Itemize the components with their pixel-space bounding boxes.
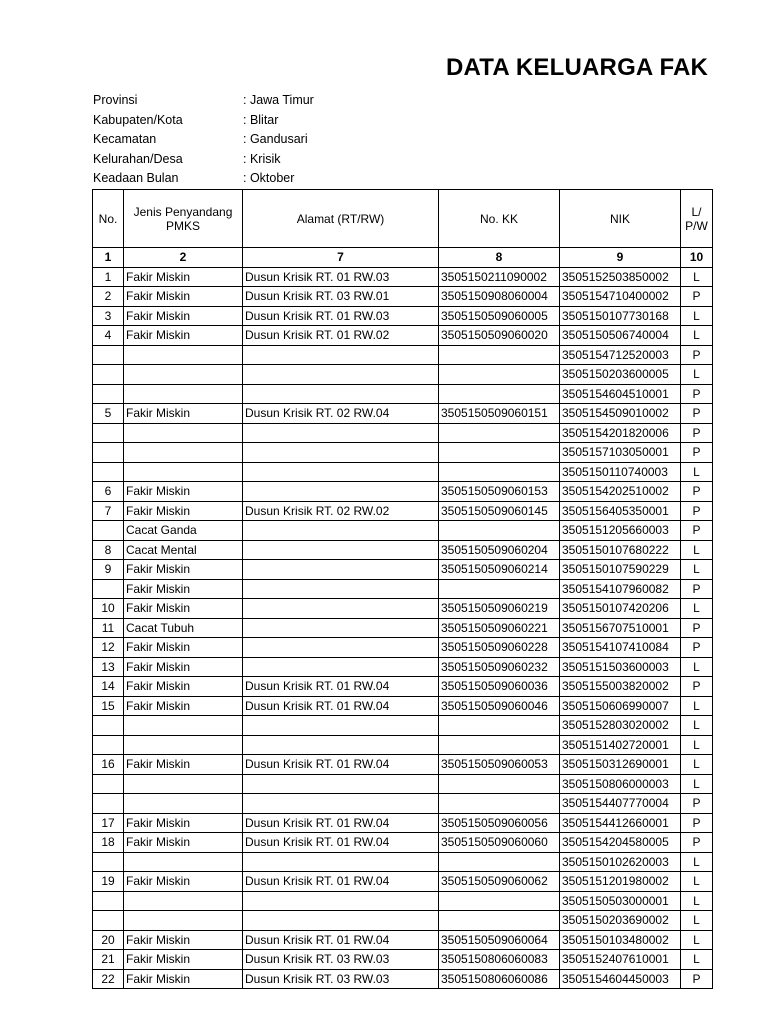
cell-pmks-type [124, 365, 243, 385]
cell-sex: L [681, 599, 713, 619]
table-row [93, 267, 713, 287]
cell-address [243, 911, 439, 931]
table-row [93, 969, 713, 989]
cell-address: Dusun Krisik RT. 01 RW.04 [243, 930, 439, 950]
cell-pmks-type [124, 423, 243, 443]
cell-no: 12 [93, 638, 124, 658]
cell-no: 22 [93, 969, 124, 989]
table-row [93, 521, 713, 541]
cell-sex: L [681, 560, 713, 580]
cell-kk-number: 3505150509060036 [439, 677, 560, 697]
cell-no [93, 794, 124, 814]
cell-no [93, 891, 124, 911]
cell-no: 2 [93, 287, 124, 307]
cell-no: 20 [93, 930, 124, 950]
cell-kk-number [439, 716, 560, 736]
table-row [93, 638, 713, 658]
cell-sex: L [681, 891, 713, 911]
table-row [93, 813, 713, 833]
table-row [93, 852, 713, 872]
cell-no [93, 774, 124, 794]
cell-pmks-type: Fakir Miskin [124, 969, 243, 989]
cell-no: 8 [93, 540, 124, 560]
meta-value: : Blitar [243, 112, 279, 127]
cell-sex: P [681, 638, 713, 658]
cell-nik: 3505152803020002 [560, 716, 681, 736]
table-row [93, 911, 713, 931]
table-row [93, 735, 713, 755]
cell-pmks-type: Fakir Miskin [124, 813, 243, 833]
cell-kk-number [439, 365, 560, 385]
cell-sex: L [681, 365, 713, 385]
cell-sex: P [681, 384, 713, 404]
cell-kk-number [439, 852, 560, 872]
meta-row [93, 91, 493, 111]
cell-pmks-type [124, 345, 243, 365]
cell-pmks-type: Fakir Miskin [124, 560, 243, 580]
cell-no [93, 345, 124, 365]
cell-nik: 3505154604510001 [560, 384, 681, 404]
cell-sex: P [681, 404, 713, 424]
table-row [93, 872, 713, 892]
table-row [93, 306, 713, 326]
cell-address: Dusun Krisik RT. 01 RW.04 [243, 677, 439, 697]
cell-address [243, 618, 439, 638]
cell-kk-number [439, 462, 560, 482]
meta-row [93, 169, 493, 189]
cell-nik: 3505150503000001 [560, 891, 681, 911]
cell-address [243, 462, 439, 482]
cell-sex: P [681, 521, 713, 541]
cell-kk-number: 3505150509060020 [439, 326, 560, 346]
cell-pmks-type: Fakir Miskin [124, 404, 243, 424]
cell-nik: 3505150107420206 [560, 599, 681, 619]
meta-value: : Krisik [243, 151, 281, 166]
cell-no [93, 384, 124, 404]
cell-no: 18 [93, 833, 124, 853]
cell-address: Dusun Krisik RT. 01 RW.04 [243, 872, 439, 892]
cell-sex: L [681, 716, 713, 736]
cell-kk-number: 3505150509060145 [439, 501, 560, 521]
cell-nik: 3505154107410084 [560, 638, 681, 658]
cell-no [93, 852, 124, 872]
cell-address: Dusun Krisik RT. 01 RW.02 [243, 326, 439, 346]
cell-kk-number [439, 774, 560, 794]
cell-pmks-type: Cacat Tubuh [124, 618, 243, 638]
cell-no [93, 716, 124, 736]
cell-kk-number: 3505150509060214 [439, 560, 560, 580]
cell-nik: 3505151201980002 [560, 872, 681, 892]
table-row [93, 345, 713, 365]
cell-pmks-type [124, 774, 243, 794]
cell-nik: 3505154509010002 [560, 404, 681, 424]
cell-kk-number: 3505150806060083 [439, 950, 560, 970]
column-number: 8 [439, 248, 560, 268]
cell-sex: L [681, 540, 713, 560]
cell-address [243, 716, 439, 736]
cell-nik: 3505150506740004 [560, 326, 681, 346]
cell-kk-number: 3505150509060151 [439, 404, 560, 424]
meta-label: Kelurahan/Desa [93, 151, 183, 166]
cell-pmks-type [124, 443, 243, 463]
cell-kk-number [439, 579, 560, 599]
meta-row [93, 111, 493, 131]
cell-pmks-type [124, 852, 243, 872]
cell-no [93, 462, 124, 482]
cell-address: Dusun Krisik RT. 01 RW.03 [243, 267, 439, 287]
page-title: DATA KELUARGA FAK [446, 54, 709, 81]
cell-nik: 3505157103050001 [560, 443, 681, 463]
cell-kk-number: 3505150806060086 [439, 969, 560, 989]
cell-sex: L [681, 930, 713, 950]
header-sex: L/ P/W [681, 190, 713, 248]
cell-kk-number: 3505150509060204 [439, 540, 560, 560]
cell-sex: L [681, 326, 713, 346]
cell-address [243, 482, 439, 502]
cell-pmks-type [124, 794, 243, 814]
cell-no: 9 [93, 560, 124, 580]
cell-sex: L [681, 774, 713, 794]
table-row [93, 774, 713, 794]
cell-address: Dusun Krisik RT. 01 RW.03 [243, 306, 439, 326]
column-number-row [93, 248, 713, 268]
table-header-row [93, 190, 713, 248]
cell-address [243, 852, 439, 872]
cell-pmks-type: Fakir Miskin [124, 950, 243, 970]
cell-kk-number: 3505150509060064 [439, 930, 560, 950]
cell-sex: L [681, 696, 713, 716]
cell-address [243, 774, 439, 794]
cell-nik: 3505154202510002 [560, 482, 681, 502]
cell-sex: L [681, 267, 713, 287]
table-row [93, 365, 713, 385]
column-number: 9 [560, 248, 681, 268]
meta-value: : Gandusari [243, 132, 308, 146]
cell-address [243, 794, 439, 814]
table-row [93, 716, 713, 736]
table-row [93, 696, 713, 716]
cell-no: 17 [93, 813, 124, 833]
cell-sex: L [681, 462, 713, 482]
table-row [93, 540, 713, 560]
cell-kk-number [439, 423, 560, 443]
cell-sex: P [681, 482, 713, 502]
cell-nik: 3505154407770004 [560, 794, 681, 814]
cell-address [243, 443, 439, 463]
table-row [93, 443, 713, 463]
cell-pmks-type: Fakir Miskin [124, 696, 243, 716]
cell-kk-number: 3505150509060060 [439, 833, 560, 853]
cell-address [243, 521, 439, 541]
cell-kk-number: 3505150211090002 [439, 267, 560, 287]
table-row [93, 287, 713, 307]
cell-no [93, 735, 124, 755]
cell-address: Dusun Krisik RT. 01 RW.04 [243, 813, 439, 833]
cell-no [93, 521, 124, 541]
cell-nik: 3505156405350001 [560, 501, 681, 521]
cell-nik: 3505154412660001 [560, 813, 681, 833]
cell-address: Dusun Krisik RT. 01 RW.04 [243, 833, 439, 853]
column-number: 1 [93, 248, 124, 268]
table-row [93, 579, 713, 599]
cell-nik: 3505152503850002 [560, 267, 681, 287]
header-no: No. [93, 190, 124, 248]
cell-address [243, 423, 439, 443]
cell-nik: 3505151503600003 [560, 657, 681, 677]
cell-sex: P [681, 969, 713, 989]
cell-pmks-type [124, 462, 243, 482]
cell-address [243, 365, 439, 385]
meta-value: : Jawa Timur [243, 93, 314, 107]
cell-nik: 3505150110740003 [560, 462, 681, 482]
header-kk-number: No. KK [439, 190, 560, 248]
cell-address [243, 560, 439, 580]
header-nik: NIK [560, 190, 681, 248]
cell-kk-number [439, 911, 560, 931]
cell-sex: P [681, 618, 713, 638]
cell-kk-number: 3505150509060062 [439, 872, 560, 892]
cell-pmks-type: Fakir Miskin [124, 638, 243, 658]
cell-pmks-type: Fakir Miskin [124, 599, 243, 619]
meta-label: Kabupaten/Kota [93, 112, 183, 127]
cell-kk-number [439, 735, 560, 755]
cell-kk-number: 3505150509060228 [439, 638, 560, 658]
table-row [93, 326, 713, 346]
table-row [93, 404, 713, 424]
cell-nik: 3505150312690001 [560, 755, 681, 775]
cell-sex: P [681, 501, 713, 521]
cell-sex: P [681, 579, 713, 599]
cell-nik: 3505151402720001 [560, 735, 681, 755]
table-row [93, 891, 713, 911]
cell-no: 3 [93, 306, 124, 326]
cell-sex: P [681, 813, 713, 833]
header-pmks-type: Jenis Penyandang PMKS [124, 190, 243, 248]
cell-nik: 3505150806000003 [560, 774, 681, 794]
cell-nik: 3505154204580005 [560, 833, 681, 853]
meta-label: Provinsi [93, 93, 138, 107]
region-info [93, 91, 493, 189]
cell-pmks-type: Fakir Miskin [124, 267, 243, 287]
cell-pmks-type: Fakir Miskin [124, 755, 243, 775]
meta-value: : Oktober [243, 171, 295, 185]
cell-nik: 3505155003820002 [560, 677, 681, 697]
cell-pmks-type [124, 716, 243, 736]
cell-sex: P [681, 833, 713, 853]
cell-kk-number [439, 891, 560, 911]
cell-no [93, 423, 124, 443]
cell-pmks-type: Fakir Miskin [124, 872, 243, 892]
meta-row [93, 150, 493, 170]
cell-pmks-type: Fakir Miskin [124, 579, 243, 599]
cell-pmks-type [124, 735, 243, 755]
cell-no [93, 365, 124, 385]
cell-address: Dusun Krisik RT. 03 RW.03 [243, 969, 439, 989]
cell-no: 11 [93, 618, 124, 638]
table-row [93, 950, 713, 970]
cell-no: 16 [93, 755, 124, 775]
cell-address [243, 638, 439, 658]
cell-no: 19 [93, 872, 124, 892]
cell-pmks-type: Fakir Miskin [124, 306, 243, 326]
cell-address: Dusun Krisik RT. 02 RW.02 [243, 501, 439, 521]
cell-sex: P [681, 345, 713, 365]
meta-row [93, 130, 493, 150]
family-data-table [92, 189, 713, 989]
cell-no: 13 [93, 657, 124, 677]
cell-nik: 3505156707510001 [560, 618, 681, 638]
cell-pmks-type: Fakir Miskin [124, 287, 243, 307]
cell-kk-number: 3505150509060056 [439, 813, 560, 833]
cell-no: 6 [93, 482, 124, 502]
cell-nik: 3505150203600005 [560, 365, 681, 385]
cell-no [93, 443, 124, 463]
cell-sex: L [681, 657, 713, 677]
cell-pmks-type [124, 911, 243, 931]
cell-nik: 3505150102620003 [560, 852, 681, 872]
table-row [93, 560, 713, 580]
cell-sex: P [681, 794, 713, 814]
table-row [93, 794, 713, 814]
cell-nik: 3505150606990007 [560, 696, 681, 716]
cell-no: 7 [93, 501, 124, 521]
cell-nik: 3505154712520003 [560, 345, 681, 365]
table-row [93, 930, 713, 950]
cell-kk-number: 3505150509060046 [439, 696, 560, 716]
table-row [93, 618, 713, 638]
cell-no [93, 579, 124, 599]
cell-pmks-type: Fakir Miskin [124, 326, 243, 346]
cell-nik: 3505150107590229 [560, 560, 681, 580]
cell-address: Dusun Krisik RT. 01 RW.04 [243, 696, 439, 716]
table-row [93, 833, 713, 853]
cell-kk-number [439, 794, 560, 814]
table-row [93, 462, 713, 482]
cell-no: 14 [93, 677, 124, 697]
cell-address: Dusun Krisik RT. 03 RW.01 [243, 287, 439, 307]
cell-kk-number: 3505150509060232 [439, 657, 560, 677]
cell-sex: L [681, 852, 713, 872]
meta-label: Keadaan Bulan [93, 171, 179, 185]
cell-no [93, 911, 124, 931]
column-number: 2 [124, 248, 243, 268]
cell-pmks-type [124, 384, 243, 404]
cell-kk-number: 3505150509060153 [439, 482, 560, 502]
cell-sex: P [681, 287, 713, 307]
cell-kk-number: 3505150908060004 [439, 287, 560, 307]
cell-nik: 3505150103480002 [560, 930, 681, 950]
cell-nik: 3505154107960082 [560, 579, 681, 599]
cell-sex: L [681, 755, 713, 775]
cell-nik: 3505150203690002 [560, 911, 681, 931]
cell-no: 5 [93, 404, 124, 424]
cell-kk-number [439, 521, 560, 541]
cell-pmks-type [124, 891, 243, 911]
column-number: 10 [681, 248, 713, 268]
cell-address [243, 735, 439, 755]
table-row [93, 423, 713, 443]
table-row [93, 482, 713, 502]
cell-sex: P [681, 423, 713, 443]
meta-label: Kecamatan [93, 132, 157, 146]
cell-sex: L [681, 735, 713, 755]
cell-address [243, 891, 439, 911]
cell-kk-number: 3505150509060005 [439, 306, 560, 326]
cell-kk-number [439, 384, 560, 404]
cell-address: Dusun Krisik RT. 02 RW.04 [243, 404, 439, 424]
cell-address [243, 579, 439, 599]
cell-nik: 3505150107680222 [560, 540, 681, 560]
cell-kk-number: 3505150509060219 [439, 599, 560, 619]
table-row [93, 599, 713, 619]
cell-sex: P [681, 443, 713, 463]
cell-nik: 3505154201820006 [560, 423, 681, 443]
cell-address: Dusun Krisik RT. 01 RW.04 [243, 755, 439, 775]
cell-no: 21 [93, 950, 124, 970]
table-row [93, 755, 713, 775]
cell-kk-number [439, 345, 560, 365]
cell-address [243, 345, 439, 365]
cell-nik: 3505150107730168 [560, 306, 681, 326]
cell-sex: L [681, 911, 713, 931]
cell-address [243, 599, 439, 619]
cell-sex: P [681, 677, 713, 697]
cell-kk-number: 3505150509060221 [439, 618, 560, 638]
table-row [93, 657, 713, 677]
cell-nik: 3505154710400002 [560, 287, 681, 307]
cell-kk-number [439, 443, 560, 463]
cell-address [243, 384, 439, 404]
cell-pmks-type: Cacat Ganda [124, 521, 243, 541]
cell-sex: L [681, 872, 713, 892]
cell-no: 10 [93, 599, 124, 619]
cell-pmks-type: Cacat Mental [124, 540, 243, 560]
cell-nik: 3505154604450003 [560, 969, 681, 989]
cell-kk-number: 3505150509060053 [439, 755, 560, 775]
cell-pmks-type: Fakir Miskin [124, 930, 243, 950]
cell-no: 4 [93, 326, 124, 346]
cell-address: Dusun Krisik RT. 03 RW.03 [243, 950, 439, 970]
cell-pmks-type: Fakir Miskin [124, 677, 243, 697]
cell-sex: L [681, 306, 713, 326]
header-address: Alamat (RT/RW) [243, 190, 439, 248]
cell-pmks-type: Fakir Miskin [124, 833, 243, 853]
cell-no: 15 [93, 696, 124, 716]
cell-address [243, 657, 439, 677]
table-row [93, 677, 713, 697]
cell-pmks-type: Fakir Miskin [124, 657, 243, 677]
cell-no: 1 [93, 267, 124, 287]
cell-address [243, 540, 439, 560]
table-row [93, 384, 713, 404]
cell-pmks-type: Fakir Miskin [124, 482, 243, 502]
column-number: 7 [243, 248, 439, 268]
cell-sex: L [681, 950, 713, 970]
cell-pmks-type: Fakir Miskin [124, 501, 243, 521]
cell-nik: 3505151205660003 [560, 521, 681, 541]
table-row [93, 501, 713, 521]
cell-nik: 3505152407610001 [560, 950, 681, 970]
